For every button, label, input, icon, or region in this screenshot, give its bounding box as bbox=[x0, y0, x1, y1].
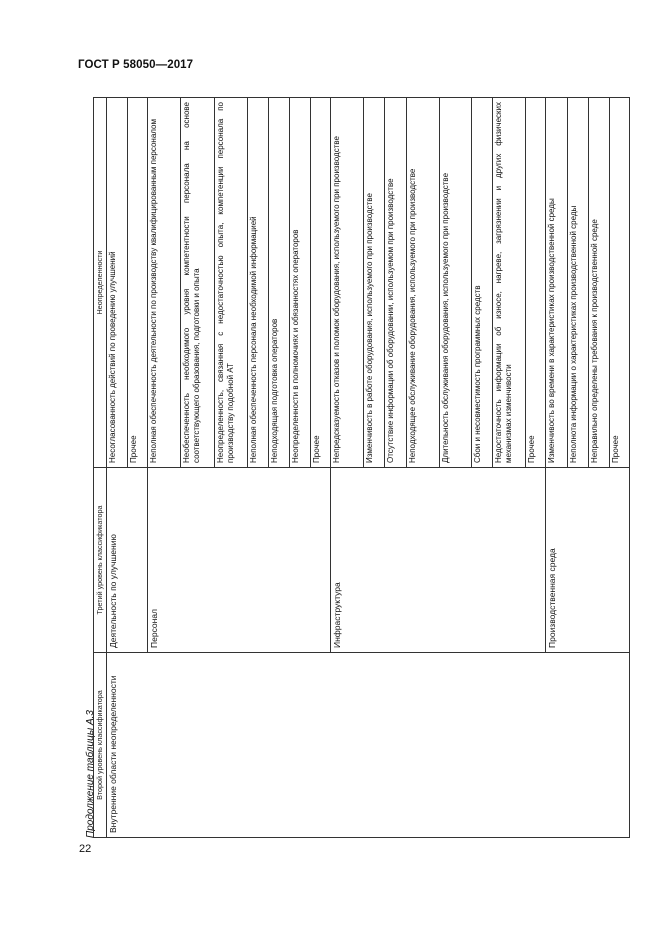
uncertainty-cell: Неправильно определены требования к производственной среде bbox=[589, 98, 610, 468]
uncertainty-cell: Прочее bbox=[128, 98, 148, 468]
page-number: 22 bbox=[79, 843, 92, 855]
uncertainty-cell: Неподходящее обслуживание оборудования, используемого при производстве bbox=[407, 98, 440, 468]
uncertainty-cell: Неполная обеспеченность деятельности по производству квалифицированным персоналом bbox=[148, 98, 181, 468]
uncertainty-cell: Длительность обслуживания оборудования, используемого при производстве bbox=[440, 98, 472, 468]
column-header: Третий уровень классификатора bbox=[94, 468, 107, 653]
second-level-cell: Внутренние области неопределенности bbox=[107, 653, 630, 838]
uncertainty-cell: Неподходящая подготовка операторов bbox=[269, 98, 290, 468]
rotated-table-block bbox=[85, 98, 620, 838]
column-header: Второй уровень классификатора bbox=[94, 653, 107, 838]
third-level-cell: Деятельность по улучшению bbox=[107, 468, 148, 653]
uncertainty-cell: Отсутствие информации об оборудовании, используемом при производстве bbox=[385, 98, 407, 468]
uncertainty-cell: Изменчивость во времени в характеристиках производственной среды bbox=[546, 98, 568, 468]
uncertainty-cell: Сбои и несовместимость программных средств bbox=[472, 98, 493, 468]
uncertainty-cell: Необеспеченность необходимого уровня компетентности персонала на основе соответствующего образования, подготовки и опыта bbox=[181, 98, 215, 468]
third-level-cell: Инфраструктура bbox=[331, 468, 546, 653]
classifier-table bbox=[93, 97, 630, 838]
third-level-cell: Производственная среда bbox=[546, 468, 630, 653]
column-header: Неопределенности bbox=[94, 98, 107, 468]
uncertainty-cell: Непредсказуемость отказов и поломок оборудования, используемого при производстве bbox=[331, 98, 364, 468]
uncertainty-cell: Прочее bbox=[311, 98, 331, 468]
table-row bbox=[107, 98, 128, 838]
uncertainty-cell: Несогласованность действий по проведению улучшений bbox=[107, 98, 128, 468]
uncertainty-cell: Прочее bbox=[610, 98, 630, 468]
third-level-cell: Персонал bbox=[148, 468, 331, 653]
uncertainty-cell: Изменчивость в работе оборудования, используемого при производстве bbox=[364, 98, 385, 468]
table-header-row bbox=[94, 98, 107, 838]
table-caption: Продолжение таблицы А.3 bbox=[85, 710, 96, 838]
uncertainty-cell: Недостаточность информации об износе, нагреве, загрязнении и других физических механизмах изменчивости bbox=[493, 98, 526, 468]
uncertainty-cell: Неполная обеспеченность персонала необходимой информацией bbox=[248, 98, 269, 468]
document-designation: ГОСТ Р 58050—2017 bbox=[78, 59, 194, 71]
uncertainty-cell: Неопределенности в полномочиях и обязанностях операторов bbox=[290, 98, 311, 468]
uncertainty-cell: Неопределенность, связанная с недостаточностью опыта, компетенции персонала по производству подобной АТ bbox=[215, 98, 248, 468]
uncertainty-cell: Неполнота информации о характеристиках производственной среды bbox=[568, 98, 589, 468]
uncertainty-cell: Прочее bbox=[526, 98, 546, 468]
